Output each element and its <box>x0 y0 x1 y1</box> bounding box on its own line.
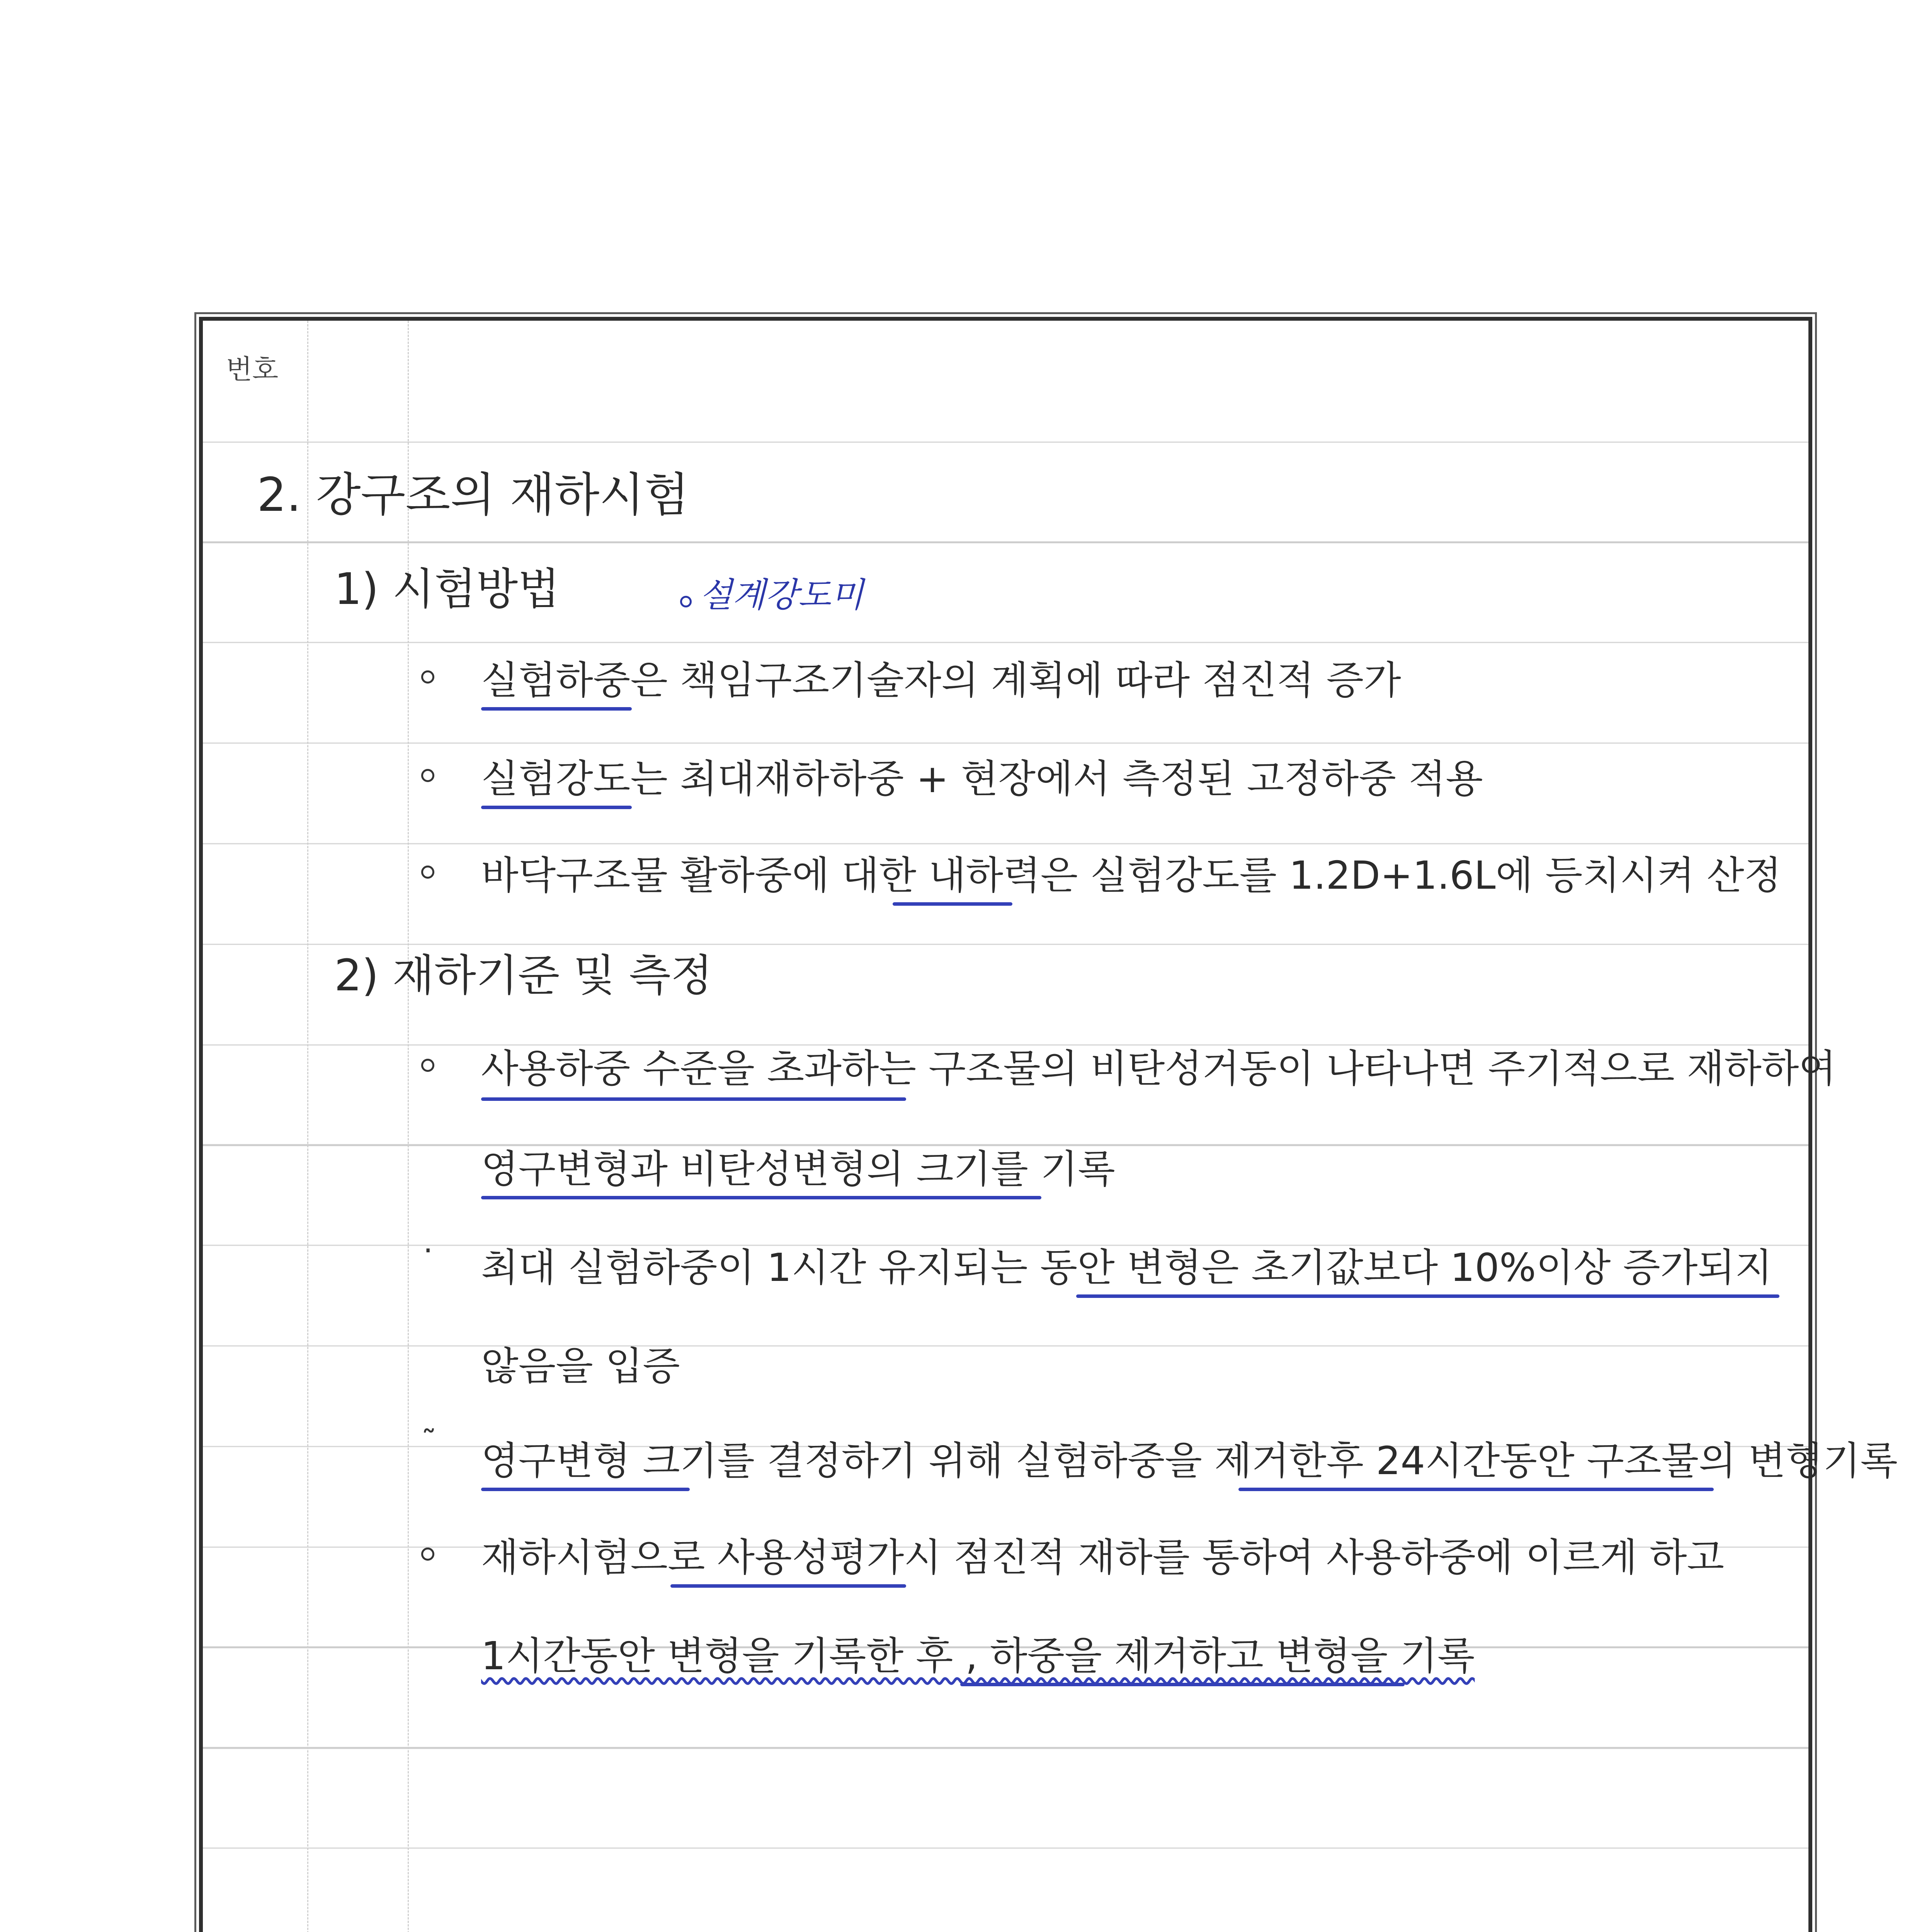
underline-mark <box>481 1097 906 1101</box>
sub2-item-3: 영구변형 크기를 결정하기 위해 실험하중을 제거한후 24시간동안 구조물의 변형기록 <box>481 1438 1898 1483</box>
bullet-icon: ˜ <box>421 1424 437 1460</box>
bullet-icon <box>421 1059 434 1072</box>
sub1-item-2: 실험강도는 최대재하하중 + 현장에서 측정된 고정하중 적용 <box>481 756 1483 801</box>
underline-mark <box>893 902 1012 906</box>
underline-mark <box>1076 1294 1779 1298</box>
underline-mark <box>481 806 632 809</box>
margin-line-left <box>307 321 308 1932</box>
underline-mark <box>481 1196 1041 1199</box>
side-note: 설계강도미 <box>699 575 864 615</box>
note-bullet-icon <box>680 596 692 607</box>
subsection-1-title: 1) 시험방법 <box>334 564 560 614</box>
bullet-icon <box>421 769 434 782</box>
underline-mark <box>960 1683 1405 1686</box>
sub2-item-2-line1: 최대 실험하중이 1시간 유지되는 동안 변형은 초기값보다 10%이상 증가되지 <box>481 1245 1772 1290</box>
number-label: 번호 <box>226 354 279 385</box>
subsection-2-title: 2) 재하기준 및 측정 <box>334 951 713 1001</box>
section-title: 2. 강구조의 재하시험 <box>257 468 689 522</box>
note-sheet <box>199 317 1898 1932</box>
bullet-icon <box>421 670 434 684</box>
sub2-item-4-line2: 1시간동안 변형을 기록한 후 , 하중을 제거하고 변형을 기록 <box>481 1633 1475 1679</box>
sub2-item-1-line1: 사용하중 수준을 초과하는 구조물의 비탄성거동이 나타나면 주기적으로 재하하여 <box>481 1046 1836 1091</box>
bullet-icon: · <box>423 1233 433 1269</box>
underline-mark <box>481 707 632 711</box>
sub1-item-3: 바닥구조물 활하중에 대한 내하력은 실험강도를 1.2D+1.6L에 등치시켜 산정 <box>481 853 1782 898</box>
underline-mark <box>481 1488 690 1491</box>
underline-mark <box>1238 1488 1714 1491</box>
sub2-item-4-line1: 재하시험으로 사용성평가시 점진적 재하를 통하여 사용하중에 이르게 하고 <box>481 1535 1725 1580</box>
bullet-icon <box>421 1548 434 1561</box>
sub1-item-1: 실험하중은 책임구조기술자의 계획에 따라 점진적 증가 <box>481 658 1401 703</box>
underline-mark <box>670 1584 906 1588</box>
sub2-item-2-line2: 않음을 입증 <box>481 1344 680 1389</box>
sub2-item-1-line2: 영구변형과 비탄성변형의 크기를 기록 <box>481 1146 1115 1192</box>
bullet-icon <box>421 866 434 879</box>
